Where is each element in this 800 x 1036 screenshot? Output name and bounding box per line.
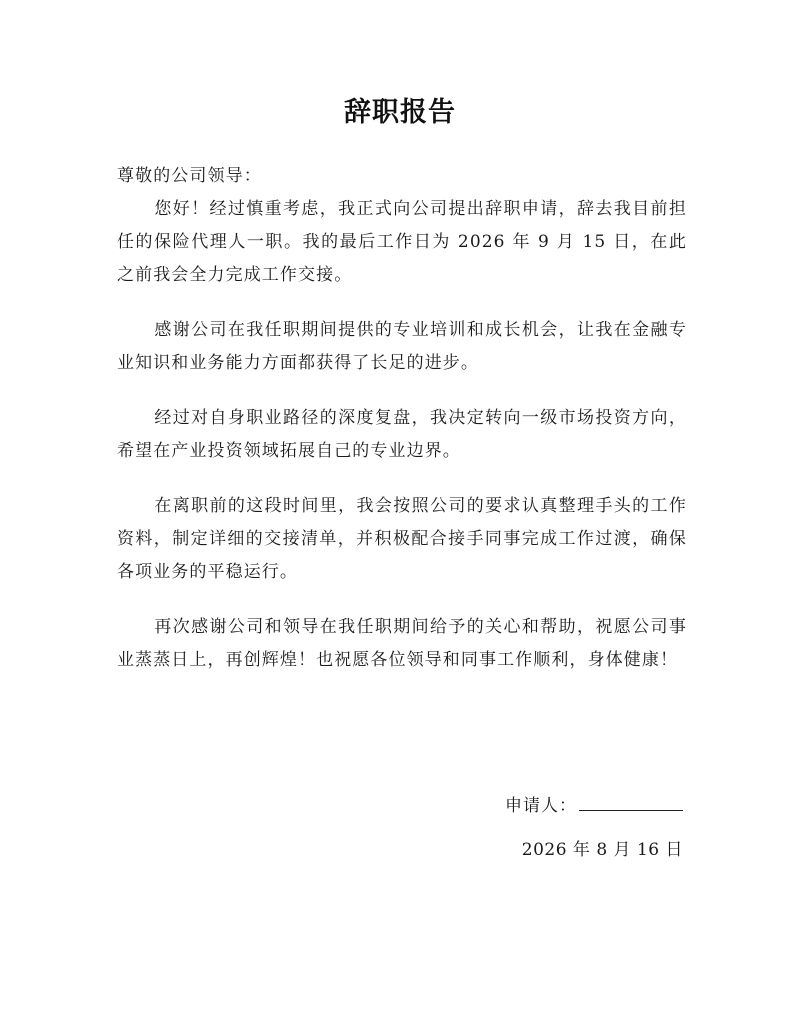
paragraph-gratitude: 感谢公司在我任职期间提供的专业培训和成长机会，让我在金融专业知识和业务能力方面都获得了长足的进步。 <box>117 320 687 373</box>
signature-block <box>505 790 683 823</box>
document-title: 辞职报告 <box>344 97 456 128</box>
salutation: 尊敬的公司领导： <box>117 166 262 186</box>
paragraph-closing-wishes: 再次感谢公司和领导在我任职期间给予的关心和帮助，祝愿公司事业蒸蒸日上，再创辉煌！也祝愿各位领导和同事工作顺利，身体健康！ <box>117 617 687 670</box>
signature-line <box>579 792 683 811</box>
paragraph-handover-plan: 在离职前的这段时间里，我会按照公司的要求认真整理手头的工作资料，制定详细的交接清单，并积极配合接手同事完成工作过渡，确保各项业务的平稳运行。 <box>117 496 687 582</box>
letter-body <box>117 160 687 677</box>
paragraph-career-direction: 经过对自身职业路径的深度复盘，我决定转向一级市场投资方向，希望在产业投资领域拓展自己的专业边界。 <box>117 408 687 461</box>
signature-label: 申请人： <box>505 796 577 816</box>
signature-date: 2026 年 8 月 16 日 <box>521 840 683 860</box>
paragraph-resignation-notice: 您好！经过慎重考虑，我正式向公司提出辞职申请，辞去我目前担任的保险代理人一职。我的最后工作日为 2026 年 9 月 15 日，在此之前我会全力完成工作交接。 <box>117 199 687 285</box>
